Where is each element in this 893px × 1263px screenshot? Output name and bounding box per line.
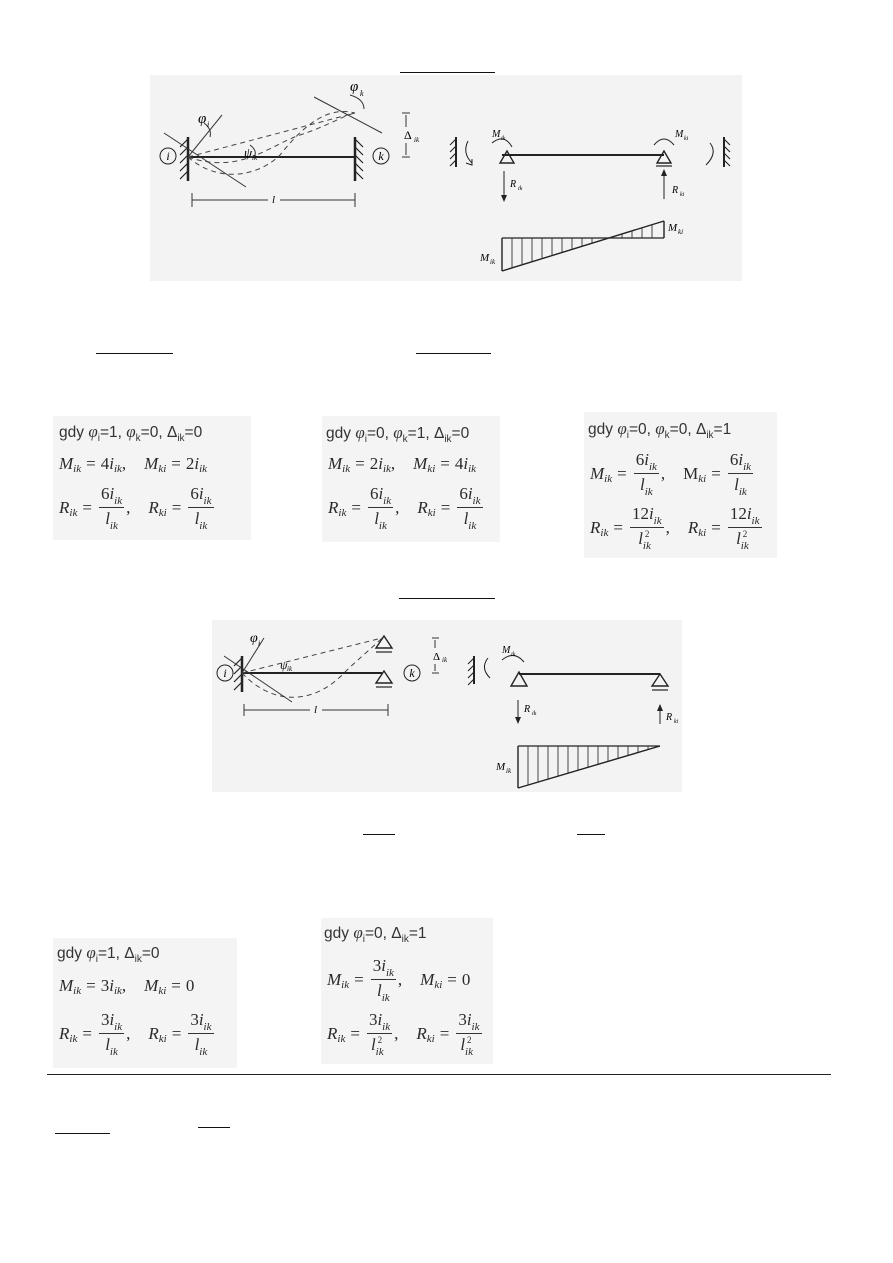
sub-ik: ik <box>109 520 118 532</box>
l-symbol: l <box>194 1035 200 1054</box>
sub-ik: ik <box>385 967 394 979</box>
sub-ik: ik <box>751 515 760 527</box>
condition-line <box>326 423 469 445</box>
cond-after-i: =0, <box>628 421 656 438</box>
sub-ik: ik <box>114 495 123 507</box>
comma: , <box>121 454 127 473</box>
sub-ik: ik <box>199 463 208 475</box>
condition-line <box>59 422 202 444</box>
R-symbol: R <box>416 1023 427 1043</box>
comma: , <box>660 463 666 483</box>
moment-row <box>59 976 194 996</box>
reaction-row <box>327 1010 484 1057</box>
l-symbol: l <box>105 509 110 528</box>
phi-symbol: φ <box>655 419 665 438</box>
frac-num: 6 <box>635 450 645 469</box>
equals: = <box>86 454 96 473</box>
equals: = <box>351 497 361 517</box>
sub-ik: ik <box>465 1046 473 1058</box>
cond-prefix: gdy <box>57 945 87 962</box>
M-ik-diagram-label: M <box>496 761 506 773</box>
equals: = <box>440 454 450 473</box>
sub-ik: ik <box>378 520 387 532</box>
sub-ki: ki <box>426 1032 435 1045</box>
length-label: l <box>272 194 276 206</box>
fraction <box>456 1010 481 1057</box>
sub-ik: ik <box>472 495 481 507</box>
cond-k: k <box>664 430 670 442</box>
sub-ik: ik <box>73 463 82 475</box>
footer-underline-a <box>55 1133 110 1134</box>
M-ik-diagram-label: M <box>480 252 490 264</box>
R-ki-label: R <box>672 185 679 196</box>
equals: = <box>82 1023 92 1043</box>
sub-ik: ik <box>69 1032 78 1045</box>
equals: = <box>617 463 627 483</box>
equals: = <box>711 517 721 537</box>
heading-underline-top <box>400 72 495 73</box>
M-ik-coeff: 4 <box>100 454 110 473</box>
frac-num: 3 <box>458 1010 467 1029</box>
cond-prefix: gdy <box>326 425 356 442</box>
M-ki-label-top: M <box>675 129 684 140</box>
fraction <box>99 484 124 531</box>
i-symbol: i <box>109 484 115 503</box>
pinned-beam-diagram <box>212 620 682 792</box>
i-symbol: i <box>194 454 200 473</box>
sub-ki: ki <box>158 463 167 475</box>
figure-pinned-beam <box>212 620 682 792</box>
comma: , <box>395 497 400 517</box>
cond-i: i <box>626 430 629 442</box>
M-ik-diagram-sub: ik <box>490 258 496 266</box>
M-ik-coeff: 2 <box>369 454 379 473</box>
R-ki-sub: ki <box>680 192 685 198</box>
frac-num: 3 <box>100 1010 110 1029</box>
comma: , <box>126 497 131 517</box>
M-ki-value: 0 <box>185 976 195 995</box>
cond-i: i <box>364 434 367 446</box>
frac-num: 12 <box>729 504 747 523</box>
cond-ik: ik <box>177 433 185 445</box>
i-symbol: i <box>467 484 473 503</box>
comma: , <box>126 1023 131 1043</box>
sub-ki: ki <box>434 978 443 991</box>
formula-box-fixed-delta <box>584 412 777 558</box>
i-symbol: i <box>378 484 384 503</box>
sub-ki: ki <box>698 526 707 539</box>
cond-after-i: =0, <box>366 425 394 442</box>
M-ik-coeff: 3 <box>100 976 110 995</box>
node-k-label: k <box>409 666 415 680</box>
l-symbol: l <box>374 509 379 528</box>
cond-prefix: gdy <box>59 424 89 441</box>
sub-ik: ik <box>375 1046 384 1058</box>
subheading-underline-a <box>363 834 395 835</box>
R-ki-sub: ki <box>674 719 679 725</box>
phi-i-label: φ <box>198 111 207 127</box>
frac-num: 12 <box>631 504 649 523</box>
i-symbol: i <box>466 1010 472 1029</box>
M-ki-diagram-sub: ki <box>678 228 684 236</box>
delta-symbol: Δ <box>695 421 707 438</box>
phi-i-sub: i <box>207 120 210 129</box>
delta-sub: ik <box>414 136 420 144</box>
sub-ki: ki <box>158 506 167 519</box>
cond-end: =1 <box>408 925 427 942</box>
phi-k-sub: k <box>360 89 364 98</box>
sub-ik: ik <box>743 461 752 473</box>
sub-ik: ik <box>342 463 351 475</box>
comma: , <box>121 976 127 995</box>
cond-ik: ik <box>401 934 409 946</box>
sub-ik: ik <box>738 486 747 498</box>
fraction <box>728 450 753 497</box>
equals: = <box>350 1023 360 1043</box>
cond-after-k: =0, <box>140 424 167 441</box>
sub-ik: ik <box>644 486 653 498</box>
condition-line <box>588 419 731 441</box>
R-symbol: R <box>59 1023 70 1043</box>
length-label: l <box>314 704 318 716</box>
M-symbol: M <box>420 969 435 989</box>
heading-underline-middle <box>399 598 495 599</box>
frac-num: 6 <box>729 450 739 469</box>
R-ik-sub: ik <box>532 711 537 717</box>
moment-row <box>327 956 470 1003</box>
subheading-underline-b <box>577 834 605 835</box>
R-symbol: R <box>59 497 70 517</box>
fraction <box>634 450 659 497</box>
l-symbol: l <box>463 509 469 528</box>
delta-label: Δ <box>404 128 412 142</box>
l-symbol: l <box>105 1035 110 1054</box>
comma: , <box>665 517 670 537</box>
cond-ik: ik <box>134 954 142 966</box>
sub-ik: ik <box>471 1021 480 1033</box>
sub-ik: ik <box>740 540 749 552</box>
moment-row <box>59 454 207 474</box>
sub-ik: ik <box>113 463 122 475</box>
cond-after-k: =0, <box>669 421 696 438</box>
i-symbol: i <box>648 504 654 523</box>
M-symbol: M <box>590 463 605 483</box>
delta-symbol: Δ <box>433 425 445 442</box>
sub-ik: ik <box>199 1046 208 1058</box>
sub-ik: ik <box>113 985 122 997</box>
equals: = <box>82 497 92 517</box>
node-i-label: i <box>166 149 170 163</box>
sub-ki: ki <box>427 506 436 519</box>
delta-sub: ik <box>442 656 448 664</box>
moment-row <box>590 450 755 497</box>
reaction-row <box>59 484 216 531</box>
psi-label: ψ <box>280 658 288 672</box>
comma: , <box>397 969 403 989</box>
fraction <box>368 484 393 531</box>
M-symbol: M <box>328 454 343 473</box>
section-divider <box>47 1074 831 1075</box>
equals: = <box>355 454 365 473</box>
cond-end: =0 <box>141 945 160 962</box>
i-symbol: i <box>738 450 744 469</box>
l-symbol: l <box>638 529 643 548</box>
condition-line <box>324 923 427 945</box>
sub-ik: ik <box>382 463 391 475</box>
frac-num: 6 <box>369 484 379 503</box>
square: 2 <box>742 529 748 539</box>
delta-symbol: Δ <box>124 945 135 962</box>
M-symbol: M <box>413 454 428 473</box>
sub-ik: ik <box>600 526 609 539</box>
M-ki-diagram-label: M <box>668 222 678 234</box>
equals: = <box>171 976 181 995</box>
i-symbol: i <box>746 504 752 523</box>
fraction <box>188 484 213 531</box>
sub-ik: ik <box>382 1021 391 1033</box>
cond-end: =0 <box>184 424 203 441</box>
reaction-row <box>590 504 764 551</box>
cond-after-k: =1, <box>407 425 434 442</box>
frac-num: 6 <box>100 484 110 503</box>
subheading-underline-left <box>96 353 173 354</box>
M-symbol: M <box>59 976 74 995</box>
equals: = <box>711 463 721 483</box>
cond-prefix: gdy <box>324 925 354 942</box>
moment-row <box>328 454 476 474</box>
l-symbol: l <box>639 475 645 494</box>
frac-num: 3 <box>368 1010 378 1029</box>
R-symbol: R <box>327 1023 338 1043</box>
i-symbol: i <box>198 484 204 503</box>
sub-ik: ik <box>114 1021 123 1033</box>
l-symbol: l <box>370 1035 376 1054</box>
M-ik-sub-top: ik <box>501 136 506 142</box>
sub-ik: ik <box>203 1021 212 1033</box>
formula-box-pinned-delta <box>321 918 493 1064</box>
l-symbol: l <box>194 509 200 528</box>
sub-ki: ki <box>158 985 167 997</box>
sub-ki: ki <box>427 463 436 475</box>
phi-symbol: φ <box>355 423 365 442</box>
l-symbol: l <box>376 981 382 1000</box>
phi-symbol: φ <box>86 943 96 962</box>
M-ki-coeff: 4 <box>454 454 464 473</box>
equals: = <box>171 454 181 473</box>
condition-line <box>57 943 160 965</box>
sub-ik: ik <box>604 472 613 485</box>
M-symbol: M <box>144 976 159 995</box>
frac-num: 3 <box>190 1010 199 1029</box>
i-symbol: i <box>381 956 386 975</box>
fraction <box>457 484 482 531</box>
M-ki-upright-symbol: M <box>683 463 699 483</box>
phi-k-label: φ <box>350 79 359 95</box>
R-ik-label: R <box>524 704 531 715</box>
figure-fixed-beam <box>150 75 742 281</box>
R-symbol: R <box>417 497 428 517</box>
i-symbol: i <box>109 1010 115 1029</box>
l-symbol: l <box>460 1035 466 1054</box>
frac-num: 6 <box>190 484 199 503</box>
M-ik-sub-top: ik <box>511 652 516 658</box>
psi-label: ψ <box>244 145 253 160</box>
delta-symbol: Δ <box>166 424 178 441</box>
cond-after-i: =1, <box>97 945 125 962</box>
sub-ik: ik <box>199 520 208 532</box>
i-symbol: i <box>463 454 469 473</box>
i-symbol: i <box>198 1010 204 1029</box>
equals: = <box>613 517 623 537</box>
i-symbol: i <box>378 454 383 473</box>
M-ik-diagram-sub: ik <box>506 767 512 775</box>
R-ik-label: R <box>510 179 517 190</box>
sub-ik: ik <box>383 495 392 507</box>
sub-ki: ki <box>158 1032 167 1045</box>
fraction <box>630 504 664 551</box>
cond-ik: ik <box>444 434 452 446</box>
node-i-label: i <box>223 666 227 680</box>
cond-i: i <box>362 934 365 946</box>
R-ik-sub: ik <box>518 186 523 192</box>
cond-k: k <box>402 434 408 446</box>
cond-end: =0 <box>451 425 470 442</box>
sub-ik: ik <box>341 978 350 991</box>
cond-after-i: =0, <box>364 925 392 942</box>
phi-symbol: φ <box>393 423 403 442</box>
fraction <box>188 1010 213 1057</box>
sub-ik: ik <box>642 540 651 552</box>
equals: = <box>86 976 96 995</box>
fraction <box>728 504 762 551</box>
R-symbol: R <box>148 497 159 517</box>
sub-ik: ik <box>69 506 78 519</box>
i-symbol: i <box>377 1010 383 1029</box>
M-ik-label-top: M <box>502 645 511 656</box>
reaction-row <box>328 484 485 531</box>
sub-ik: ik <box>468 520 477 532</box>
l-symbol: l <box>736 529 741 548</box>
delta-symbol: Δ <box>391 925 402 942</box>
comma: , <box>394 1023 399 1043</box>
R-symbol: R <box>590 517 601 537</box>
formula-box-fixed-phi-i <box>53 416 251 540</box>
R-symbol: R <box>148 1023 159 1043</box>
cond-after-i: =1, <box>99 424 127 441</box>
reaction-row <box>59 1010 216 1057</box>
equals: = <box>440 497 451 517</box>
frac-num: 6 <box>459 484 468 503</box>
formula-box-pinned-phi-i <box>53 938 237 1068</box>
equals: = <box>171 497 182 517</box>
comma: , <box>390 454 396 473</box>
cond-i: i <box>95 954 98 966</box>
cond-end: =1 <box>713 421 732 438</box>
phi-i-sub: i <box>258 639 261 648</box>
sub-ki: ki <box>698 472 707 485</box>
subheading-underline-right <box>416 353 491 354</box>
cond-i: i <box>97 433 100 445</box>
sub-ik: ik <box>381 992 390 1004</box>
R-symbol: R <box>328 497 339 517</box>
sub-ik: ik <box>338 506 347 519</box>
frac-num: 3 <box>372 956 382 975</box>
i-symbol: i <box>644 450 649 469</box>
sub-ik: ik <box>109 1046 118 1058</box>
square: 2 <box>644 529 650 539</box>
cond-prefix: gdy <box>588 421 618 438</box>
l-symbol: l <box>734 475 739 494</box>
phi-symbol: φ <box>126 422 136 441</box>
formula-box-fixed-phi-k <box>322 416 500 542</box>
phi-symbol: φ <box>88 422 98 441</box>
cond-k: k <box>135 433 141 445</box>
sub-ik: ik <box>337 1032 346 1045</box>
M-ik-label-top: M <box>492 129 501 140</box>
psi-sub: ik <box>252 154 258 162</box>
equals: = <box>447 969 457 989</box>
phi-i-label: φ <box>250 631 258 646</box>
equals: = <box>171 1023 182 1043</box>
equals: = <box>439 1023 450 1043</box>
cond-ik: ik <box>706 430 714 442</box>
square: 2 <box>377 1035 383 1045</box>
sub-ik: ik <box>653 515 662 527</box>
delta-label: Δ <box>433 651 441 663</box>
M-ki-coeff: 2 <box>185 454 195 473</box>
fraction <box>371 956 396 1003</box>
M-symbol: M <box>144 454 159 473</box>
fraction <box>367 1010 392 1057</box>
node-k-label: k <box>378 149 384 163</box>
M-ki-sub-top: ki <box>684 136 689 142</box>
fraction <box>99 1010 124 1057</box>
fixed-beam-diagram <box>150 75 742 281</box>
square: 2 <box>467 1035 472 1045</box>
sub-ik: ik <box>73 985 82 997</box>
sub-ik: ik <box>468 463 477 475</box>
psi-sub: ik <box>287 665 293 673</box>
sub-ik: ik <box>648 461 657 473</box>
equals: = <box>354 969 364 989</box>
sub-ik: ik <box>203 495 212 507</box>
R-ki-label: R <box>666 712 673 723</box>
M-symbol: M <box>327 969 342 989</box>
footer-underline-b <box>198 1127 230 1128</box>
M-symbol: M <box>59 454 74 473</box>
phi-symbol: φ <box>617 419 627 438</box>
M-ki-value: 0 <box>461 969 471 989</box>
R-symbol: R <box>687 517 699 537</box>
i-symbol: i <box>109 976 114 995</box>
phi-symbol: φ <box>353 923 363 942</box>
i-symbol: i <box>109 454 114 473</box>
